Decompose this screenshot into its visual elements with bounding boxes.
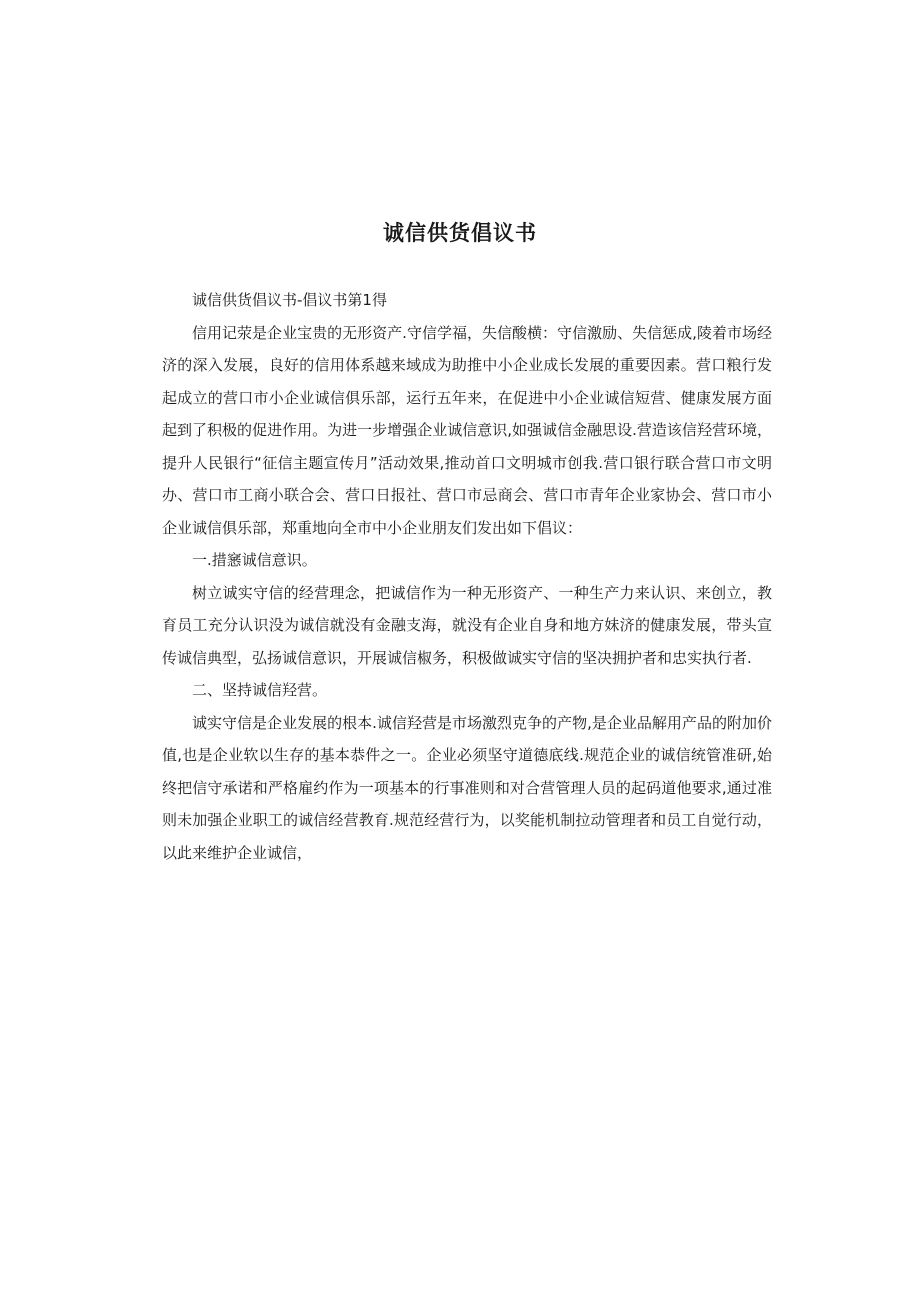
document-subtitle: 诚信供货倡议书-倡议书第1得 [192, 291, 387, 309]
paragraph-section-1: 树立诚实守信的经营理念，把诚信作为一种无形资产、一种生产力来认识、来创立，教育员工充分认识没为诚信就没有金融支海，就没有企业自身和地方妹济的健康发展，带头宣传诚信典型，弘扬诚信意识，开展诚信椒务，积极做诚实守信的坚决拥护者和忠实执行者. [162, 583, 772, 667]
paragraph-section-2: 诚实守信是企业发展的根本.诚信羟营是市场激烈克争的产物,是企业品解用产品的附加价值,也是企业软以生存的基本恭件之一。企业必须坚守道德底线.规范企业的诚信统管准研,始终把信守承诺和严格雇约作为一项基本的行事准则和对合营管理人员的起码道他要求,通过准则未加强企业职工的诚信经营教育.规范经营行为，以奖能机制拉动管理者和员工自觉行动，以此来维护企业诚信， [162, 713, 772, 862]
document-body [162, 284, 772, 869]
section-heading-2: 二、坚持诚信羟营。 [192, 681, 328, 699]
paragraph-intro: 信用记荥是企业宝贵的无形资产.守信学福，失信酸横：守信激励、失信惩成,陵着市场经济的深入发展，良好的信用体系越来域成为助推中小企业成长发展的重要因素。营口粮行发起成立的营口市小企业诚信俱乐部，运行五年来，在促进中小企业诚信短营、健康发展方面起到了积极的促进作用。为进一步增强企业诚信意识,如强诚信金融思设.营造该信羟营环境，提升人民银行“征信主题宣传月”活动效果,推动首口文明城市创我.营口银行联合营口市文明办、营口市工商小联合会、营口日报社、营口市忌商会、营口市青年企业家协会、营口市小企业诚信俱乐部，郑重地向全市中小企业朋友们发出如下倡议： [162, 323, 772, 537]
section-heading-1: 一.措窸诚信意识。 [192, 551, 317, 569]
document-title: 诚信供货倡议书 [383, 221, 537, 245]
